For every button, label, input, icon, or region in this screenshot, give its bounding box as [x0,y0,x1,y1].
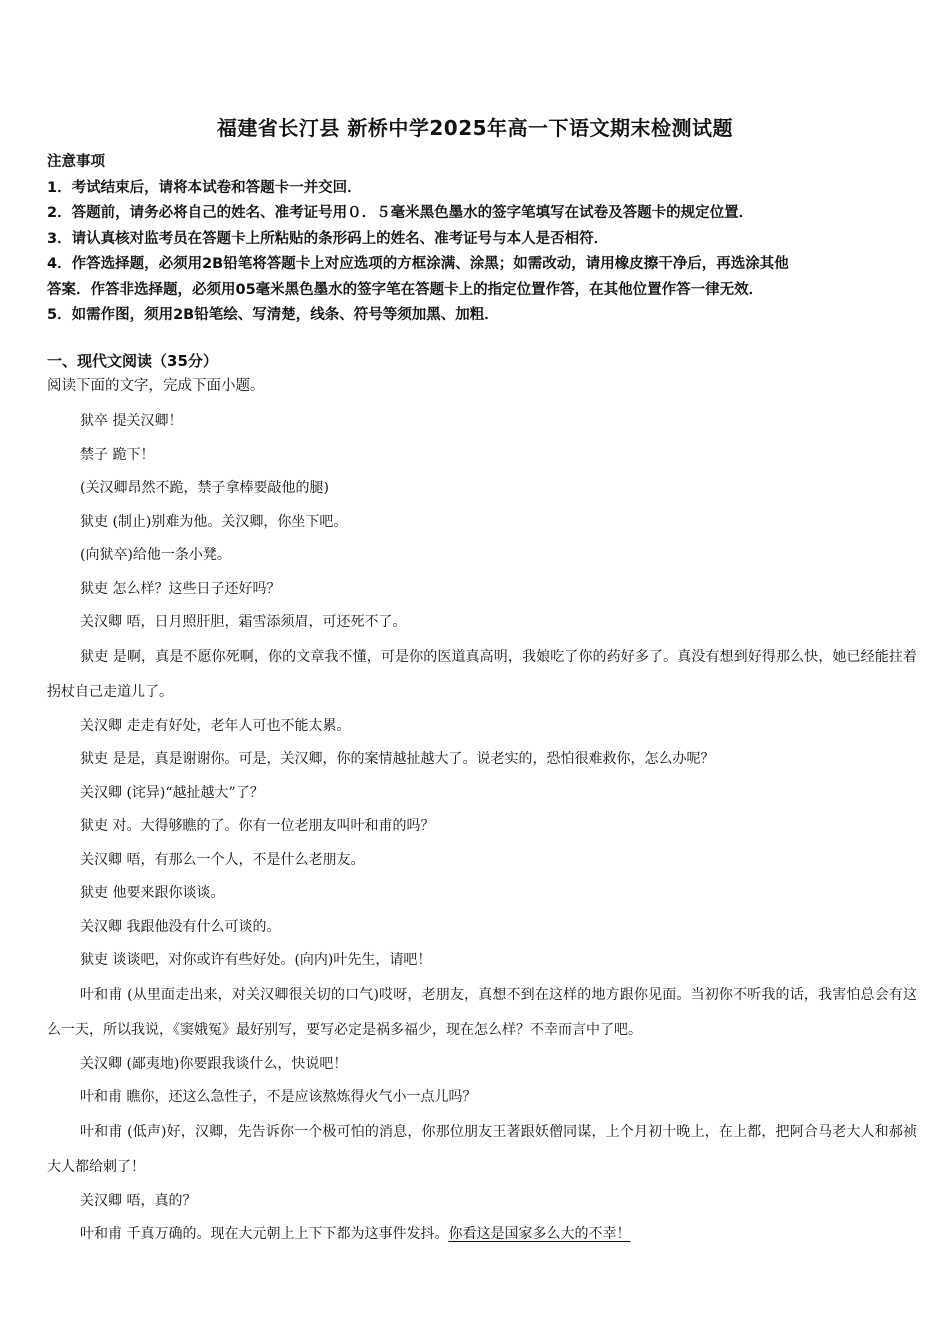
notice-item: 1．考试结束后，请将本试卷和答题卡一并交回． [47,179,362,196]
notice-item: 2．答题前，请务必将自己的姓名、准考证号用０．５毫米黑色墨水的签字笔填写在试卷及答题卡的规定位置． [47,205,754,221]
notice-heading: 注意事项 [47,154,105,170]
notice-item: 答案．作答非选择题，必须用05毫米黑色墨水的签字笔在答题卡上的指定位置作答，在其他位置作答一律无效． [47,281,764,298]
section-heading: 一、现代文阅读（35分） [47,352,218,370]
notice-item: 3．请认真核对监考员在答题卡上所粘贴的条形码上的姓名、准考证号与本人是否相符． [47,230,609,247]
dialogue-passage [47,405,917,1252]
dialogue-line: 狱卒 提关汉卿！ [80,413,183,429]
dialogue-line: 关汉卿 (诧异)“越扯越大”了？ [80,784,264,801]
notice-item: 4．作答选择题，必须用2B铅笔将答题卡上对应选项的方框涂满、涂黑；如需改动，请用橡皮擦干净后，再选涂其他 [47,256,789,272]
dialogue-line: 叶和甫 瞧你，还这么急性子，不是应该熬炼得火气小一点儿吗？ [80,1089,477,1105]
dialogue-line: 狱吏 对。大得够瞧的了。你有一位老朋友叫叶和甫的吗？ [80,818,435,834]
dialogue-line: 狱吏 是啊，真是不愿你死啊，你的文章我不懂，可是你的医道真高明，我娘吃了你的药好多了。真没有想到好得那么快，她已经能拄着拐杖自己走道儿了。 [47,648,917,700]
dialogue-line: 关汉卿 走走有好处，老年人可也不能太累。 [80,717,351,734]
section-intro: 阅读下面的文字，完成下面小题。 [47,378,265,394]
dialogue-line: 禁子 跪下！ [80,446,155,463]
notice-block [47,150,917,329]
dialogue-line: 关汉卿 (鄙夷地)你要跟我谈什么，快说吧！ [80,1055,348,1072]
dialogue-line: 狱吏 是是，真是谢谢你。可是，关汉卿，你的案情越扯越大了。说老实的，恐怕很难救你，怎么办呢？ [80,751,715,767]
dialogue-line: 关汉卿 我跟他没有什么可谈的。 [80,918,281,935]
dialogue-line-last [47,1218,917,1252]
dialogue-line: 狱吏 谈谈吧，对你或许有些好处。(向内)叶先生，请吧！ [80,952,432,968]
last-line-text: 叶和甫 千真万确的。现在大元朝上上下下都为这事件发抖。 [80,1226,449,1242]
dialogue-line: 狱吏 他要来跟你谈谈。 [80,885,225,901]
dialogue-line: 狱吏 怎么样？这些日子还好吗？ [80,580,281,597]
page-title: 福建省长汀县 新桥中学2025年高一下语文期末检测试题 [216,116,734,140]
dialogue-line: 关汉卿 唔，日月照肝胆，霜雪添须眉，可还死不了。 [80,614,407,630]
dialogue-line: (向狱卒)给他一条小凳。 [80,547,231,563]
dialogue-line: 狱吏 (制止)别难为他。关汉卿，你坐下吧。 [80,513,348,530]
dialogue-line: (关汉卿昂然不跪，禁子拿棒要敲他的腿) [80,480,329,496]
dialogue-line: 关汉卿 唔，有那么一个人，不是什么老朋友。 [80,851,365,868]
notice-item: 5．如需作图，须用2B铅笔绘、写清楚，线条、符号等须加黑、加粗． [47,307,499,323]
dialogue-line: 叶和甫 (低声)好，汉卿，先告诉你一个极可怕的消息，你那位朋友王著跟妖僧同谋，上个月初十晚上，在上都，把阿合马老大人和郝祯大人都给刺了！ [47,1123,917,1175]
underlined-sentence: 你看这是国家多么大的不幸！ [448,1226,631,1242]
dialogue-line: 关汉卿 唔，真的？ [80,1192,197,1209]
dialogue-line: 叶和甫 (从里面走出来，对关汉卿很关切的口气)哎呀，老朋友，真想不到在这样的地方跟你见面。当初你不听我的话，我害怕总会有这么一天，所以我说，《窦娥冤》最好别写，要写必定是祸多福少，现在怎么样？不幸而言中了吧。 [47,986,917,1038]
